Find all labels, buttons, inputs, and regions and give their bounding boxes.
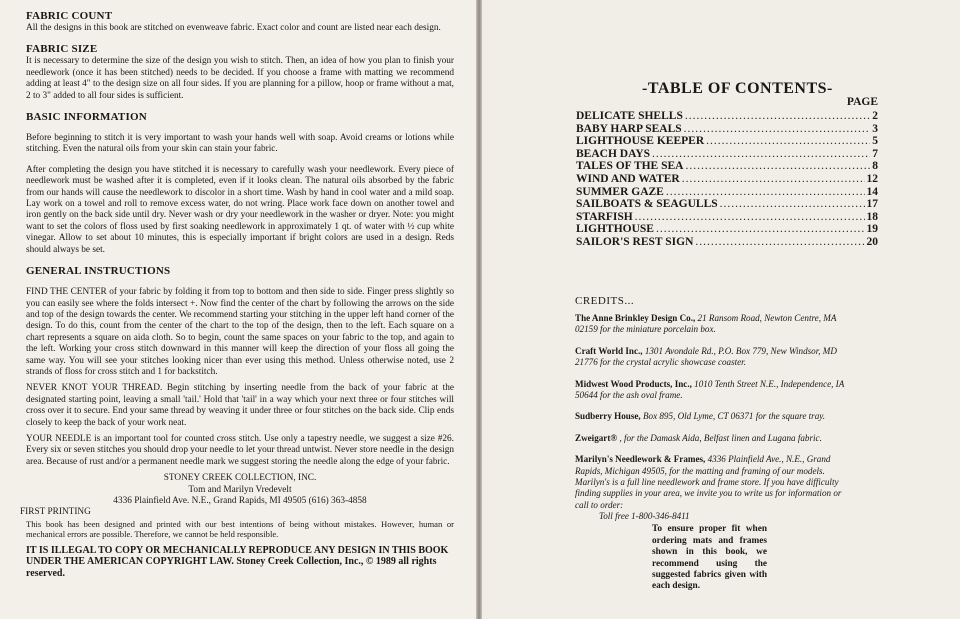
fabric-size-heading: FABRIC SIZE bbox=[26, 43, 98, 56]
left-page bbox=[0, 0, 476, 619]
toc-entry-page: 14 bbox=[866, 185, 878, 198]
toc-entry bbox=[576, 198, 878, 211]
table-of-contents bbox=[576, 110, 878, 249]
toc-entry-title: LIGHTHOUSE bbox=[576, 223, 654, 236]
credit-name: Sudberry House, bbox=[575, 411, 641, 422]
toc-entry-page: 19 bbox=[866, 223, 878, 236]
credit-entry bbox=[575, 346, 855, 369]
credit-entry bbox=[575, 313, 855, 336]
basic-info-paragraph-1: Before beginning to stitch it is very important to wash your hands well with soap. Avoid creams or lotions while stitching. Even the natural oils from your skin can stain your fabric. bbox=[26, 133, 454, 155]
toc-entry-page: 8 bbox=[872, 160, 878, 173]
general-paragraph-needle: YOUR NEEDLE is an important tool for counted cross stitch. Use only a tapestry needle, we suggest a size #26. Every six or seven stitches you should drop your needle to let your thread untwist. Never store needle in the design area. Because of rust and/or a permanent needle mark we suggest storing the needle along the edge of your fabric. bbox=[26, 433, 454, 467]
toc-entry-title: SUMMER GAZE bbox=[576, 185, 664, 198]
toc-leader-dots bbox=[666, 186, 865, 198]
credit-detail: , for the Damask Aida, Belfast linen and Lugana fabric. bbox=[619, 432, 822, 443]
toc-entry-title: DELICATE SHELLS bbox=[576, 110, 683, 122]
toc-entry-title: WIND AND WATER bbox=[576, 172, 680, 185]
toc-entry bbox=[576, 148, 878, 161]
toc-leader-dots bbox=[684, 123, 871, 135]
toc-leader-dots bbox=[720, 198, 865, 210]
toc-entry-page: 5 bbox=[872, 135, 878, 148]
general-paragraph-knot: NEVER KNOT YOUR THREAD. Begin stitching by inserting needle from the back of your fabric at the designated starting point, leaving a small 'tail.' Hold that 'tail' in a way which your next three or four stitches will cross over it to secure. End your same thread by weaving it under three or four stitches on the back side. Clip ends closely to keep the back of your work neat. bbox=[26, 383, 454, 428]
toc-entry-title: SAILBOATS & SEAGULLS bbox=[576, 198, 718, 211]
fabric-count-heading: FABRIC COUNT bbox=[26, 10, 113, 22]
right-page bbox=[482, 0, 960, 619]
toc-entry bbox=[576, 135, 878, 148]
credit-entry bbox=[575, 411, 855, 422]
credit-name: Midwest Wood Products, Inc., bbox=[575, 378, 692, 389]
basic-info-paragraph-2: After completing the design you have stitched it is necessary to carefully wash your needlework. Every piece of needlework must be washed after it is completed, even if it looks clean. The natural oils absorbed by the fabric from our hands will cause the needlework to discolor in a short time. Wash by hand in cool water and a mild soap. Lay work on a towel and roll to remove excess water, do not wring. Place work face down on another towel and iron gently on the back side until dry. Never wash or dry your needlework in the washer or dryer. Note: you might want to set the colors of floss used by first soaking needlework in approximately 1 qt. of water with ½ cup white vinegar. Allow to set about 10 minutes, this is especially important if bright colors are used in a design. Reds should always be set. bbox=[26, 164, 454, 255]
toc-entry bbox=[576, 173, 878, 186]
toc-entry bbox=[576, 236, 878, 249]
toc-title: -TABLE OF CONTENTS- bbox=[642, 80, 833, 97]
copyright-warning: IT IS ILLEGAL TO COPY OR MECHANICALLY REPRODUCE ANY DESIGN IN THIS BOOK UNDER THE AMERICAN COPYRIGHT LAW. Stoney Creek Collection, Inc., © 1989 all rights reserved. bbox=[26, 544, 449, 579]
publisher-address: 4336 Plainfield Ave. N.E., Grand Rapids, MI 49505 (616) 363-4858 bbox=[113, 496, 367, 506]
toc-leader-dots bbox=[656, 223, 865, 235]
credit-detail: 21 Ransom Road, Newton Centre, MA 02159 for the miniature porcelain box. bbox=[575, 313, 837, 335]
toc-leader-dots bbox=[682, 173, 865, 185]
toc-entry-title: LIGHTHOUSE KEEPER bbox=[576, 135, 705, 148]
toll-free-number: Toll free 1-800-346-8411 bbox=[599, 511, 690, 522]
general-instructions-heading: GENERAL INSTRUCTIONS bbox=[26, 265, 171, 278]
toc-leader-dots bbox=[635, 211, 865, 223]
toc-entry-page: 17 bbox=[866, 198, 878, 211]
toc-entry bbox=[576, 160, 878, 173]
fit-note: To ensure proper fit when ordering mats and frames shown in this book, we recommend using the suggested fabrics given with each design. bbox=[652, 524, 767, 592]
toc-entry-page: 12 bbox=[866, 172, 878, 185]
toc-entry bbox=[576, 186, 878, 199]
toc-entry-page: 20 bbox=[866, 235, 878, 248]
toc-page-label: PAGE bbox=[846, 96, 878, 108]
credit-name: The Anne Brinkley Design Co., bbox=[575, 313, 696, 323]
fabric-size-text: It is necessary to determine the size of the design you wish to stitch. Then, an idea of how you plan to finish your needlework (once it has been stitched) needs to be decided. If you choose a frame with matting we recommend adding at least 4" to the design size on all four sides. If you are planning for a pillow, hoop or frame without a mat, 2 to 3" added to all four sides is sufficient. bbox=[26, 56, 454, 101]
toc-entry bbox=[576, 123, 878, 136]
basic-info-heading: BASIC INFORMATION bbox=[26, 111, 147, 124]
toc-entry-title: TALES OF THE SEA bbox=[576, 160, 684, 173]
toc-entry-title: STARFISH bbox=[576, 210, 633, 223]
toc-entry bbox=[576, 110, 878, 123]
toc-entry-page: 7 bbox=[872, 147, 878, 160]
toc-entry-title: BEACH DAYS bbox=[576, 147, 651, 160]
credit-name: Marilyn's Needlework & Frames, bbox=[575, 454, 706, 465]
toc-entry bbox=[576, 211, 878, 224]
toc-leader-dots bbox=[685, 110, 870, 122]
credit-detail: 4336 Plainfield Ave., N.E., Grand Rapids, Michigan 49505, for the matting and framing of our models. Marilyn's is a full line needlework and frame store. If you have difficulty finding supplies in your area, we invite you to write us for information or call to order: bbox=[575, 454, 842, 510]
toc-entry-page: 2 bbox=[872, 110, 878, 122]
credit-entry bbox=[575, 433, 855, 444]
toc-leader-dots bbox=[695, 236, 864, 248]
publisher-owners: Tom and Marilyn Vredevelt bbox=[188, 484, 292, 495]
credit-name: Zweigart® bbox=[575, 432, 618, 443]
toc-leader-dots bbox=[652, 148, 870, 160]
toc-entry-page: 3 bbox=[872, 122, 878, 135]
credits-section bbox=[575, 295, 855, 533]
credit-entry bbox=[575, 379, 855, 402]
publisher-name: STONEY CREEK COLLECTION, INC. bbox=[163, 473, 317, 484]
disclaimer-text: This book has been designed and printed with our best intentions of being without mistakes. However, human or mechanical errors are possible. Therefore, we cannot be held responsible. bbox=[26, 518, 454, 540]
toc-entry-page: 18 bbox=[866, 210, 878, 223]
fabric-count-text: All the designs in this book are stitched on evenweave fabric. Exact color and count are listed near each design. bbox=[26, 23, 441, 33]
first-printing: FIRST PRINTING bbox=[20, 507, 91, 518]
toc-leader-dots bbox=[685, 160, 870, 172]
toc-entry-title: BABY HARP SEALS bbox=[576, 122, 682, 135]
credits-heading: CREDITS... bbox=[575, 295, 635, 307]
toc-leader-dots bbox=[706, 135, 870, 147]
general-paragraph-center: FIND THE CENTER of your fabric by folding it from top to bottom and then side to side. Finger press slightly so you can easily see where the folds intersect +. Now find the center of the chart by following the arrows on the side and top of the design towards the center. We recommend starting your stitching in the upper left hand corner of the design. To do this, count from the center of the chart to the top of the design, then to the left. Each square on a chart represents a square on aida cloth. So to begin, count the same spaces on your fabric to the top, and again to the left. Working your cross stitch downward in this manner will keep the direction of your floss all going the same way. You will see your stitches looking nicer than ever using this method. Unless otherwise noted, use 2 strands of floss for cross stitch and 1 for backstitch. bbox=[26, 287, 454, 377]
credit-detail: 1301 Avondale Rd., P.O. Box 779, New Windsor, MD 21776 for the crystal acrylic showcase coaster. bbox=[575, 345, 837, 368]
credit-detail: Box 895, Old Lyme, CT 06371 for the square tray. bbox=[642, 411, 826, 422]
toc-entry-title: SAILOR'S REST SIGN bbox=[576, 235, 694, 248]
credit-detail: 1010 Tenth Street N.E., Independence, IA 50644 for the ash oval frame. bbox=[575, 378, 845, 401]
toc-entry bbox=[576, 223, 878, 236]
credit-entry bbox=[575, 454, 855, 511]
credit-name: Craft World Inc., bbox=[575, 345, 643, 356]
